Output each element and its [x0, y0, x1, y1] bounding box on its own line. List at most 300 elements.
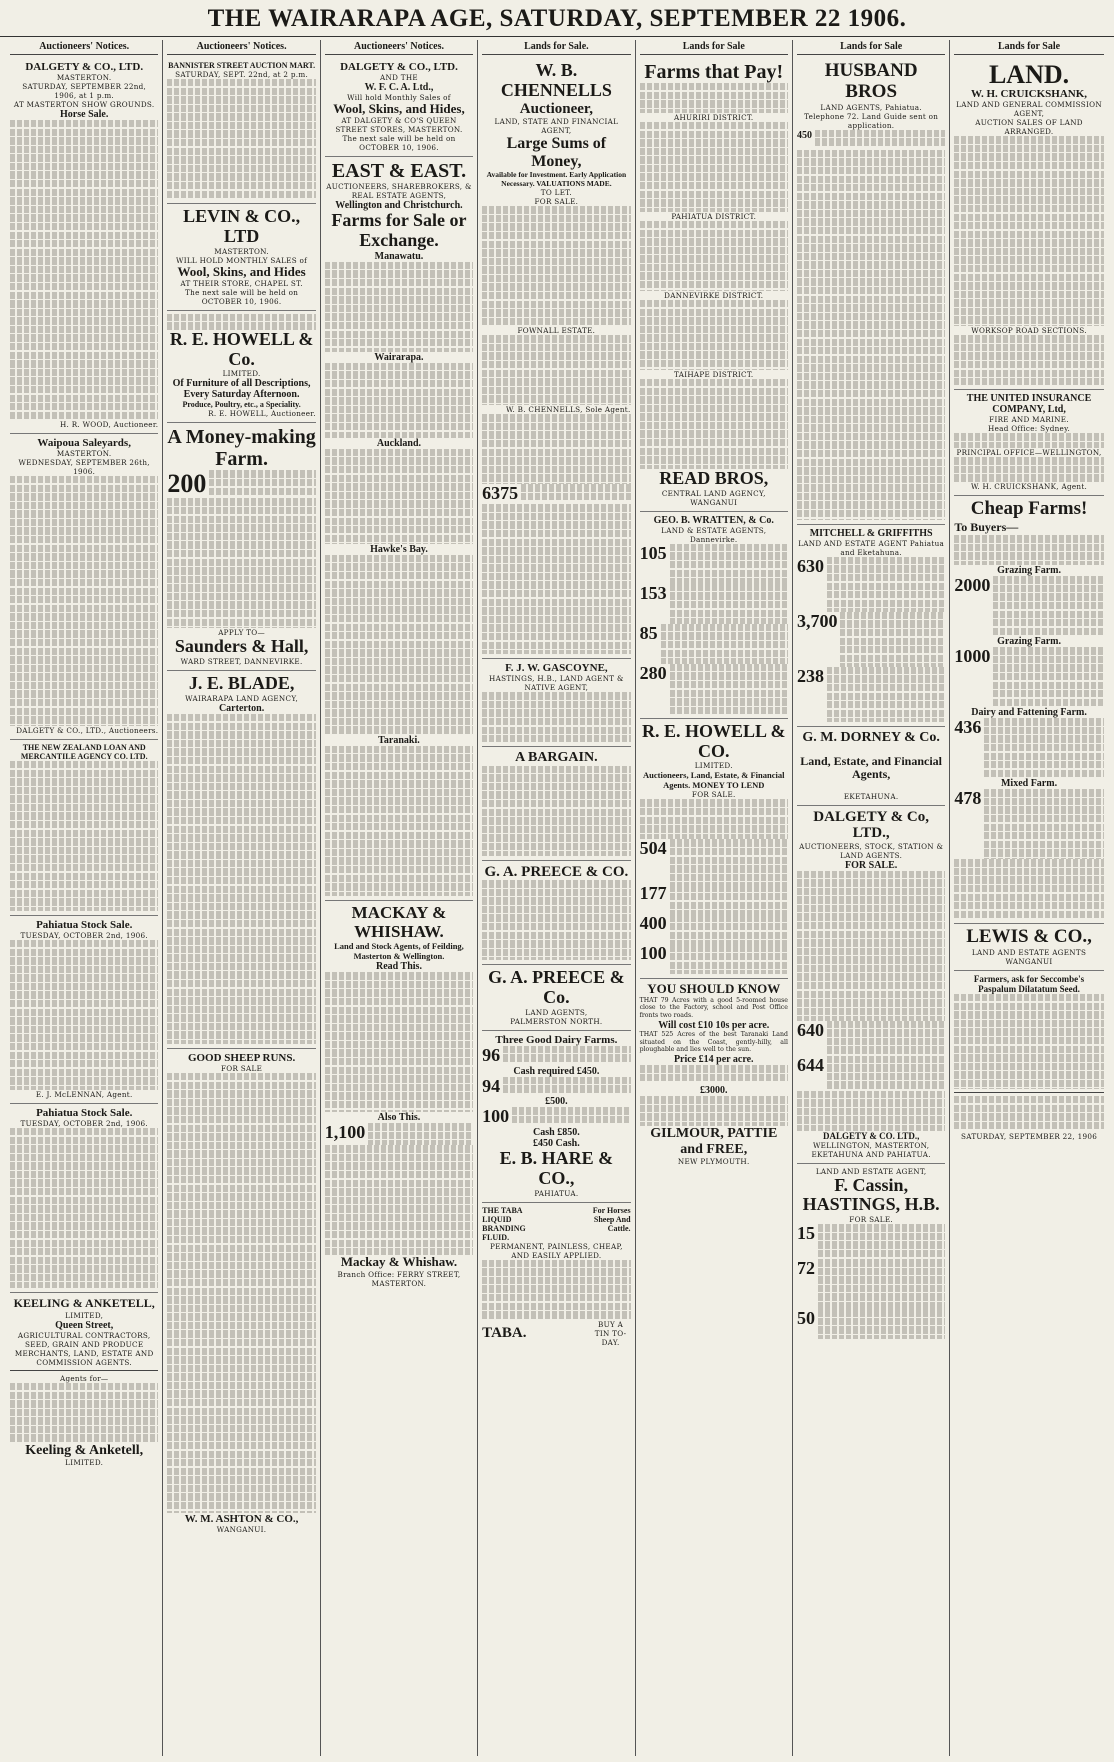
advert-price: Price £14 per acre. [673, 1054, 754, 1066]
advert-body-text [482, 504, 630, 654]
advert-body-text [818, 1224, 945, 1259]
advert-title: A BARGAIN. [515, 750, 598, 766]
advert-title: EAST & EAST. [331, 160, 467, 183]
advert-dorney [797, 727, 945, 806]
advert-row [954, 647, 1103, 707]
advert-agents: Agents for— [59, 1374, 109, 1383]
advert-body-text [818, 1309, 945, 1339]
advert-title: G. M. DORNEY & Co. [802, 729, 940, 745]
acreage: 50 [796, 1308, 815, 1329]
advert-produce: Produce, Poultry, etc., a Speciality. [182, 400, 301, 410]
advert-mackay-whishaw [325, 901, 473, 1292]
advert-howell-land [640, 719, 788, 980]
advert-lewis [954, 924, 1103, 971]
column-heading: Lands for Sale [640, 40, 788, 55]
advert-row [797, 1021, 945, 1056]
advert-firm: E. B. HARE & CO., [499, 1148, 614, 1188]
advert-date: TUESDAY, OCTOBER 2nd, 1906. [20, 1119, 148, 1128]
advert-body-text [984, 789, 1103, 859]
advert-row [640, 664, 788, 714]
district-heading: TAIHAPE DISTRICT. [674, 370, 754, 379]
advert-title: KEELING & ANKETELL, [13, 1296, 155, 1310]
advert-title: HUSBAND BROS [824, 60, 918, 102]
advert-let: TO LET. [540, 188, 572, 198]
advert-body-text [368, 1123, 473, 1145]
acreage: 436 [954, 717, 982, 738]
advert-title: MITCHELL & GRIFFITHS [809, 527, 933, 539]
advert-sub: LAND AGENTS, [525, 1007, 588, 1017]
advert-body-text [640, 122, 788, 212]
advert-title: Cheap Farms! [970, 498, 1088, 520]
advert-also: Also This. [377, 1112, 421, 1124]
advert-body-text [670, 914, 788, 944]
advert-line: Will hold Monthly Sales of [347, 93, 451, 102]
advert-row [797, 130, 945, 150]
advert-body-text [503, 1077, 630, 1095]
advert-body-text [482, 880, 630, 960]
advert-bargain [482, 747, 630, 860]
advert-body-text [797, 1091, 945, 1131]
advert-place: MASTERTON. [56, 73, 112, 82]
advert-sub: LAND & ESTATE AGENTS, Dannevirke. [661, 525, 767, 544]
advert-title: R. E. HOWELL & CO. [641, 720, 786, 761]
advert-and: AND THE [380, 73, 418, 82]
advert-row [482, 1046, 630, 1066]
advert-dalgety-wfca [325, 58, 473, 157]
advert-row [797, 612, 945, 667]
advert-body-text [670, 944, 788, 974]
acreage: 280 [639, 662, 667, 683]
advert-body-text [661, 624, 788, 664]
advert-row [640, 884, 788, 914]
advert-body-text [167, 79, 315, 199]
acreage: 100 [639, 943, 667, 964]
column-heading: Lands for Sale [954, 40, 1103, 55]
acreage: 153 [639, 582, 667, 603]
advert-auctioneer: Auctioneer, [519, 100, 593, 117]
advert-big: LAND. [988, 60, 1070, 89]
advert-sub: CENTRAL LAND AGENCY, WANGANUI [661, 488, 766, 507]
advert-body-text [521, 484, 630, 504]
acreage: 200 [167, 469, 207, 499]
district-heading: PAHIATUA DISTRICT. [671, 212, 757, 221]
acreage: 6375 [482, 483, 519, 504]
advert-body-text [325, 449, 473, 544]
acreage: 15 [796, 1223, 815, 1244]
imprint-text [954, 1096, 1103, 1132]
advert-body-text [512, 1107, 630, 1125]
advert-body-text [827, 557, 945, 612]
advert-gascoyne [482, 659, 630, 747]
advert-title: DALGETY & Co, LTD., [813, 808, 929, 842]
advert-sub: WAIRARAPA LAND AGENCY, [185, 694, 299, 704]
farm-heading: Mixed Farm. [1000, 778, 1058, 790]
advert-body-text [827, 1056, 945, 1091]
advert-place: EKETAHUNA. [843, 791, 899, 801]
advert-body-text [827, 1021, 945, 1056]
acreage: 105 [639, 542, 667, 563]
advert-ltd: LIMITED. [694, 761, 733, 771]
advert-body-text [325, 363, 473, 438]
advert-body-text [640, 300, 788, 370]
advert-heading: Farms for Sale or Exchange. [331, 210, 467, 251]
advert-place: PAHIATUA. [534, 1188, 579, 1198]
advert-address: Branch Office: FERRY STREET, MASTERTON. [337, 1269, 461, 1288]
advert-waipoua-saleyards [10, 434, 158, 740]
advert-sub: AUCTIONEERS, STOCK, STATION & LAND AGENTS. [799, 841, 944, 860]
advert-row [325, 1123, 473, 1145]
advert-body-text [670, 544, 788, 584]
advert-row [640, 624, 788, 664]
advert-ltd: LIMITED, [65, 1311, 104, 1320]
advert-row [640, 584, 788, 624]
column-heading: Auctioneers' Notices. [325, 40, 473, 55]
advert-body-text [167, 1073, 315, 1513]
advert-bannister-street [167, 58, 315, 204]
advert-line-1: THAT 79 Acres with a good 5-roomed house close to the Factory, school and Post Office fronts two roads. [639, 996, 788, 1020]
advert-row [797, 1309, 945, 1339]
advert-forsale: FOR SALE [221, 1064, 263, 1074]
advert-body-text [954, 535, 1103, 565]
advert-firm: W. M. ASHTON & CO., [184, 1513, 299, 1526]
advert-at: AT THEIR STORE, CHAPEL ST. [180, 278, 303, 288]
advert-heading: Of Furniture of all Descriptions, [172, 378, 311, 390]
acreage: 644 [796, 1054, 824, 1075]
advert-keeling-anketell [10, 1293, 158, 1471]
acreage: 100 [482, 1106, 510, 1127]
advert-available: Available for Investment. Early Application Necessary. VALUATIONS MADE. [486, 170, 627, 189]
advert-dalgety-land [797, 806, 945, 1164]
advert-howell [167, 311, 315, 424]
farm-heading: Grazing Farm. [997, 636, 1061, 648]
advert-forsale: FOR SALE. [534, 197, 579, 207]
advert-body-text [840, 612, 945, 667]
advert-row [640, 944, 788, 974]
advert-nz-loan [10, 740, 158, 916]
advert-body-text [482, 335, 630, 405]
advert-body-text [954, 457, 1103, 482]
acreage: 94 [482, 1075, 501, 1096]
advert-place: MASTERTON. [56, 449, 112, 458]
advert-sub: AUCTIONEERS, SHAREBROKERS, & REAL ESTATE AGENTS, [326, 182, 472, 201]
advert-firm: READ BROS, [659, 468, 769, 488]
advert-forsale: FOR SALE. [845, 859, 898, 871]
advert-you-should-know [640, 979, 788, 1170]
advert-pahiatua-stock-sale-1 [10, 916, 158, 1104]
advert-date: SATURDAY, SEPTEMBER 22nd, 1906, at 1 p.m. [22, 82, 147, 100]
advert-sub: LAND AND ESTATE AGENT, [815, 1166, 927, 1176]
advert-body-text [482, 1260, 630, 1320]
advert-line: WILL HOLD MONTHLY SALES of [176, 255, 308, 265]
advert-at: AT DALGETY & CO'S QUEEN STREET STORES, MASTERTON. [335, 116, 463, 135]
advert-location: AT MASTERTON SHOW GROUNDS. [13, 100, 155, 109]
advert-body-text [10, 940, 158, 1090]
advert-place: Wellington and Christchurch. [335, 200, 463, 212]
advert-sub: Land and Stock Agents, of Feilding, Masterton & Wellington. [334, 941, 464, 962]
advert-body-text [670, 884, 788, 914]
column-heading: Auctioneers' Notices. [10, 40, 158, 55]
advert-sheep-runs [167, 1049, 315, 1538]
column-2 [163, 40, 320, 1756]
advert-east-east [325, 157, 473, 901]
advert-title: Farms that Pay! [644, 61, 784, 83]
advert-body-text [10, 1128, 158, 1288]
advert-body-text [640, 799, 788, 839]
column-6 [793, 40, 950, 1756]
advert-row [640, 544, 788, 584]
advert-signature: H. R. WOOD, Auctioneer. [59, 420, 159, 429]
advert-date: WEDNESDAY, SEPTEMBER 26th, 1906. [18, 458, 150, 476]
area-heading: Manawatu. [374, 250, 424, 262]
advert-signature: E. J. McLENNAN, Agent. [35, 1090, 133, 1099]
advert-seccombe [954, 971, 1103, 1145]
advert-body-text [167, 314, 315, 330]
acreage: 478 [954, 788, 982, 809]
advert-title: LEVIN & CO., LTD [183, 206, 301, 246]
advert-workshop: WORKSOP ROAD SECTIONS. [971, 326, 1087, 336]
advert-row [482, 1077, 630, 1097]
advert-body-text [827, 667, 945, 722]
advert-sub: Auctioneers, Land, Estate, & Financial Agents. MONEY TO LEND [643, 770, 785, 791]
advert-united-insurance [954, 390, 1103, 496]
advert-line-2: THAT 525 Acres of the best Taranaki Land situated on the Coast, gently-hilly, all ploughable and lies well to the sun. [639, 1030, 788, 1054]
district-heading: AHURIRI DISTRICT. [674, 113, 754, 122]
advert-pahiatua-stock-sale-2 [10, 1104, 158, 1293]
advert-body-text [954, 859, 1103, 919]
advert-principal: PRINCIPAL OFFICE—WELLINGTON, [956, 448, 1102, 458]
advert-body-text [993, 647, 1103, 707]
advert-title: F. Cassin, [834, 1174, 909, 1195]
acreage: 504 [639, 838, 667, 859]
advert-preece-2 [482, 965, 630, 1031]
column-7 [950, 40, 1107, 1756]
advert-blade [167, 671, 315, 1049]
advert-title: DALGETY & CO., LTD. [25, 61, 144, 73]
advert-place: NEW PLYMOUTH. [677, 1156, 750, 1166]
advert-cost: Will cost £10 10s per acre. [658, 1019, 770, 1031]
advert-cassin [797, 1164, 945, 1344]
advert-address: WARD STREET, DANNEVIRKE. [180, 657, 303, 667]
advert-wratten [640, 512, 788, 719]
advert-tel: Telephone 72. Land Guide sent on application. [804, 111, 939, 130]
advert-chennells [482, 58, 630, 659]
advert-cash: Cash £850. [533, 1127, 580, 1139]
advert-place: HASTINGS, H.B. [802, 1194, 940, 1215]
advert-body-text [10, 120, 158, 420]
advert-row [797, 667, 945, 722]
advert-place: PALMERSTON NORTH. [510, 1016, 603, 1026]
advert-cruickshank [954, 58, 1103, 390]
advert-money-making-farm [167, 423, 315, 671]
advert-buyers: To Buyers— [954, 520, 1019, 535]
divider [954, 1092, 1103, 1093]
advert-title: THE NEW ZEALAND LOAN AND MERCANTILE AGENCY CO. LTD. [20, 743, 148, 761]
advert-heading: Wool, Skins, and Hides [177, 263, 306, 279]
advert-body-text [10, 761, 158, 911]
column-heading: Auctioneers' Notices. [167, 40, 315, 55]
advert-place: WANGANUI [1005, 957, 1053, 967]
advert-read: Read This. [376, 961, 422, 973]
advert-footer: Keeling & Anketell, [25, 1443, 144, 1458]
advert-every: Every Saturday Afternoon. [183, 389, 300, 401]
advert-body-text [993, 576, 1103, 636]
advert-date: TUESDAY, OCTOBER 2nd, 1906. [20, 931, 148, 940]
advert-cash: Cash required £450. [513, 1065, 600, 1077]
advert-body-text [984, 718, 1103, 778]
advert-body-text [640, 221, 788, 291]
advert-title: THE UNITED INSURANCE COMPANY, Ltd, [966, 393, 1092, 416]
advert-next: The next sale will be held on OCTOBER 10, 1906. [342, 134, 456, 153]
advert-title: LEWIS & CO., [966, 926, 1092, 948]
imprint-date: SATURDAY, SEPTEMBER 22, 1906 [961, 1132, 1098, 1142]
advert-body-text [482, 766, 630, 856]
column-5 [636, 40, 793, 1756]
advert-row [954, 718, 1103, 778]
advert-place: WELLINGTON, MASTERTON, EKETAHUNA AND PAHIATUA. [811, 1140, 931, 1159]
advert-head-office: Head Office: Sydney. [988, 424, 1071, 434]
area-heading: Auckland. [376, 437, 422, 449]
acreage: 400 [639, 913, 667, 934]
acreage: 177 [639, 883, 667, 904]
advert-footer: DALGETY & CO. LTD., [822, 1130, 920, 1141]
advert-sub: LAND AND ESTATE AGENT Pahiatua and Eketahuna. [798, 538, 945, 557]
advert-taba [482, 1203, 630, 1351]
advert-body-text [482, 692, 630, 742]
taba-left: THE TABA LIQUID BRANDING FLUID. [482, 1205, 526, 1242]
advert-mitchell-griffiths [797, 525, 945, 727]
advert-title: BANNISTER STREET AUCTION MART. [168, 61, 316, 70]
area-heading: Taranaki. [378, 734, 420, 746]
advert-title: Three Good Dairy Farms. [495, 1033, 618, 1046]
farm-heading: Dairy and Fattening Farm. [971, 707, 1087, 719]
advert-sub: LAND AGENTS, Pahiatua. [820, 102, 922, 112]
acreage: 630 [796, 555, 824, 576]
advert-title: GEO. B. WRATTEN, & Co. [653, 514, 774, 526]
advert-body-text [954, 433, 1103, 448]
advert-title: Waipoua Saleyards, [37, 437, 131, 449]
acreage: 1000 [954, 646, 991, 667]
area-heading: Wairarapa. [374, 351, 424, 363]
taba-buy: BUY A TIN TO-DAY. [594, 1319, 627, 1347]
advert-body-text [325, 555, 473, 735]
advert-heading: Wool, Skins, and Hides, [333, 101, 465, 116]
advert-body-text [670, 839, 788, 884]
advert-place: MASTERTON. [214, 246, 269, 256]
advert-title: G. A. PREECE & Co. [488, 967, 625, 1007]
advert-signature: W. B. CHENNELLS, Sole Agent. [506, 405, 631, 415]
advert-cash: £450 Cash. [533, 1138, 580, 1150]
advert-description: AGRICULTURAL CONTRACTORS, SEED, GRAIN AND PRODUCE MERCHANTS, LAND, ESTATE AND COMMISSION AGENTS. [14, 1331, 154, 1367]
advert-body-text [818, 1259, 945, 1309]
advert-dairy-farms [482, 1031, 630, 1203]
advert-forsale: FOR SALE. [691, 790, 736, 800]
advert-body-text [209, 470, 315, 498]
advert-title: DALGETY & CO., LTD. [340, 61, 458, 73]
advert-sub: PERMANENT, PAINLESS, CHEAP, AND EASILY APPLIED. [490, 1241, 623, 1260]
advert-title: A Money-making Farm. [167, 426, 316, 471]
acreage: 96 [482, 1044, 501, 1065]
advert-firm: Saunders & Hall, [174, 636, 309, 657]
advert-sub2: AUCTION SALES OF LAND ARRANGED. [975, 118, 1083, 137]
advert-title: J. E. BLADE, [188, 673, 295, 694]
advert-row [640, 839, 788, 884]
taba-name: TABA. [482, 1325, 527, 1341]
advert-sub: LAND AND GENERAL COMMISSION AGENT, [956, 100, 1102, 119]
column-heading: Lands for Sale [797, 40, 945, 55]
advert-row [797, 1224, 945, 1259]
advert-sub: LAND, STATE AND FINANCIAL AGENT, [494, 117, 619, 136]
advert-title: W. H. CRUICKSHANK, [971, 88, 1088, 101]
advert-equity: £3000. [700, 1085, 728, 1097]
district-heading: DANNEVIRKE DISTRICT. [664, 291, 764, 300]
acreage: 450 [796, 129, 812, 141]
advert-body-text [325, 746, 473, 896]
advert-body-text [670, 584, 788, 624]
advert-body-text [167, 714, 315, 1044]
column-3 [321, 40, 478, 1756]
advert-body-text [670, 664, 788, 714]
advert-sub: Land, Estate, and Financial Agents, [800, 754, 942, 782]
advert-wfca: W. F. C. A. Ltd., [364, 82, 434, 93]
columns [6, 40, 1108, 1756]
advert-body-text [954, 335, 1103, 385]
advert-body-text [954, 994, 1103, 1089]
advert-dalgety-horse-sale [10, 58, 158, 434]
acreage: 3,700 [796, 610, 838, 631]
advert-place: Carterton. [218, 703, 265, 715]
advert-row [482, 1206, 630, 1242]
advert-signature: DALGETY & CO., LTD., Auctioneers. [16, 726, 159, 735]
masthead: THE WAIRARAPA AGE, SATURDAY, SEPTEMBER 22 1906. [0, 2, 1114, 37]
farm-heading: Grazing Farm. [997, 565, 1061, 577]
advert-title: MACKAY & WHISHAW. [351, 902, 447, 941]
column-1 [6, 40, 163, 1756]
advert-forsale: FOR SALE. [849, 1215, 893, 1225]
acreage: 238 [796, 665, 824, 686]
taba-right: For Horses Sheep And Cattle. [592, 1205, 631, 1233]
advert-sub: FIRE AND MARINE. [989, 415, 1069, 425]
advert-title: R. E. HOWELL & Co. [169, 328, 314, 369]
acreage: 640 [796, 1019, 824, 1040]
advert-body-text [325, 1145, 473, 1255]
advert-row [167, 470, 315, 498]
advert-title: YOU SHOULD KNOW [647, 981, 781, 997]
advert-firm: GILMOUR, PATTIE and FREE, [650, 1126, 778, 1157]
advert-apply: APPLY TO— [218, 628, 265, 638]
advert-body-text [325, 972, 473, 1112]
advert-title: F. J. W. GASCOYNE, [505, 662, 608, 675]
advert-cash: £500. [545, 1096, 568, 1108]
advert-row [482, 1107, 630, 1127]
advert-street: Queen Street, [55, 1320, 114, 1331]
advert-farms-that-pay [640, 58, 788, 512]
advert-footer: Mackay & Whishaw. [340, 1254, 458, 1270]
advert-row [797, 1259, 945, 1309]
advert-title: G. A. PREECE & CO. [484, 863, 629, 880]
advert-title: Pahiatua Stock Sale. [36, 919, 133, 931]
advert-row [482, 484, 630, 504]
acreage: 1,100 [324, 1122, 366, 1143]
advert-row [797, 557, 945, 612]
advert-sub: HASTINGS, H.B., LAND AGENT & NATIVE AGENT, [489, 674, 624, 693]
advert-body-text [640, 379, 788, 469]
advert-sub: LAND AND ESTATE AGENTS [971, 948, 1087, 958]
advert-cheap-farms [954, 496, 1103, 924]
acreage: 85 [639, 622, 658, 643]
advert-row [797, 1056, 945, 1091]
advert-body-text [167, 498, 315, 628]
advert-body-text [797, 150, 945, 520]
